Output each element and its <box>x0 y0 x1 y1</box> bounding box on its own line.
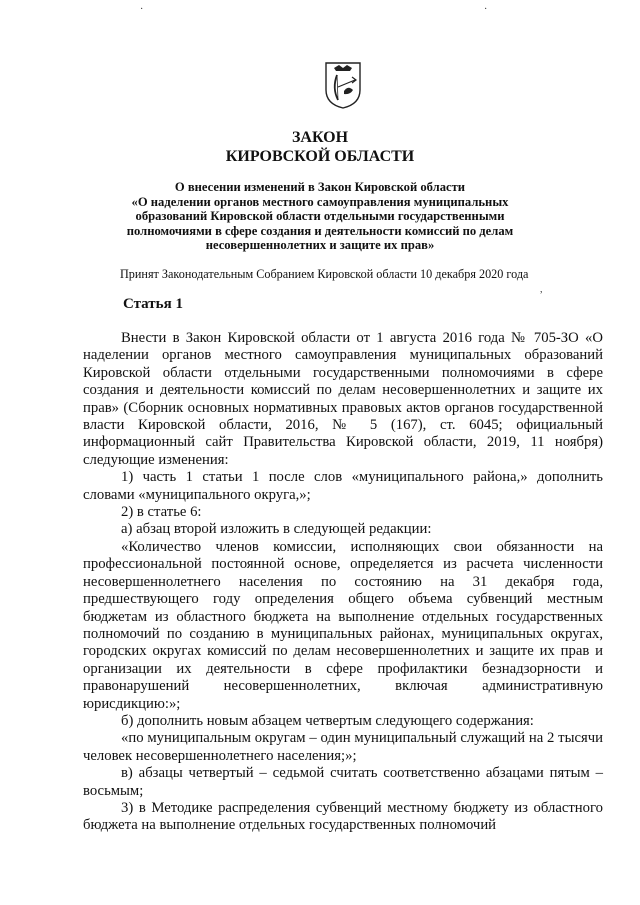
paragraph: 1) часть 1 статьи 1 после слов «муниципального района,» дополнить словами «муниципального округа,»; <box>83 469 603 503</box>
law-title-line2: КИРОВСКОЙ ОБЛАСТИ <box>225 148 415 165</box>
subtitle-line: «О наделении органов местного самоуправления муниципальных <box>131 194 509 209</box>
subtitle-line: полномочиями в сфере создания и деятельности комиссий по делам <box>126 223 514 238</box>
paragraph: «Количество членов комиссии, исполняющих свои обязанности на профессиональной постоянной основе, определяется из расчета численности несовершеннолетнего населения по состоянию на 31 декабря года, предшествующего году определения общего объема субвенций местным бюджетам из областного бюджета на выполнение отдельных государственных полномочий по созданию в муниципальных районах, муниципальных округах, городских округах комиссий по делам несовершеннолетних и защите их прав и организации их деятельности в сфере профилактики безнадзорности и правонарушений несовершеннолетних, включая административную юрисдикцию:»; <box>83 538 603 712</box>
paragraph: 3) в Методике распределения субвенций местному бюджету из областного бюджета на выполнение отдельных государственных полномочий <box>83 799 603 834</box>
law-title <box>90 128 550 166</box>
subtitle-line: О внесении изменений в Закон Кировской области <box>174 180 466 194</box>
subtitle-line: несовершеннолетних и защите их прав» <box>205 238 435 253</box>
article-body <box>83 330 603 835</box>
law-title-line1: ЗАКОН <box>291 129 349 146</box>
paragraph: в) абзацы четвертый – седьмой считать соответственно абзацами пятым – восьмым; <box>83 765 603 799</box>
paragraph: 2) в статье 6: <box>121 504 202 521</box>
article-title: Статья 1 <box>123 296 183 312</box>
paragraph: б) дополнить новым абзацем четвертым следующего содержания: <box>121 712 534 729</box>
law-subtitle <box>96 180 544 253</box>
scan-dot: · <box>140 4 144 15</box>
coat-of-arms-icon <box>324 60 362 110</box>
scan-mark: , <box>540 284 543 295</box>
subtitle-line: образований Кировской области отдельными государственными <box>135 209 505 224</box>
adoption-note: Принят Законодательным Собранием Кировской области 10 декабря 2020 года <box>120 267 529 281</box>
paragraph: «по муниципальным округам – один муниципальный служащий на 2 тысячи человек несовершеннолетнего населения;»; <box>83 730 603 764</box>
scan-dot: · <box>484 4 488 15</box>
paragraph: а) абзац второй изложить в следующей редакции: <box>121 521 432 538</box>
paragraph: Внести в Закон Кировской области от 1 августа 2016 года № 705-ЗО «О наделении органов местного самоуправления муниципальных образований Кировской области отдельными государственными полномочиями в сфере создания и деятельности комиссий по делам несовершеннолетних и защите их прав» (Сборник основных нормативных правовых актов органов государственной власти Кировской области, 2016, № 5 (167), ст. 6045; официальный информационный сайт Правительства Кировской области, 2019, 11 ноября) следующие изменения: <box>83 330 603 468</box>
